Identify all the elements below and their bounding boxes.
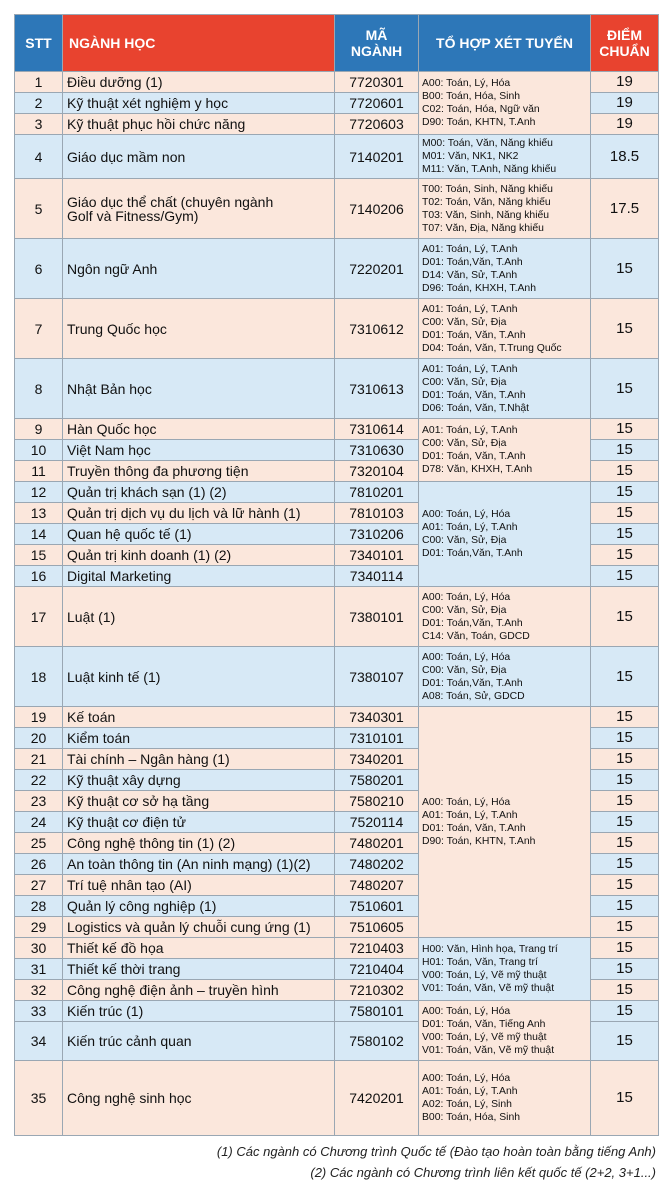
row-stt: 26 (15, 854, 63, 875)
combo-line: C02: Toán, Hóa, Ngữ văn (422, 104, 540, 115)
row-code: 7310614 (335, 419, 419, 440)
combo-line: A01: Toán, Lý, T.Anh (422, 243, 518, 255)
table-header (15, 15, 659, 72)
row-score: 15 (591, 791, 659, 812)
row-score: 15 (591, 239, 659, 299)
row-score: 18.5 (591, 135, 659, 179)
row-combo (419, 135, 591, 179)
row-code: 7480207 (335, 875, 419, 896)
major-name: Quản lý công nghiệp (1) (67, 898, 217, 914)
row-code: 7580201 (335, 770, 419, 791)
major-name: Luật (1) (67, 608, 116, 625)
row-major (63, 299, 335, 359)
row-stt: 17 (15, 587, 63, 647)
row-major (63, 854, 335, 875)
row-major (63, 179, 335, 239)
row-code: 7580210 (335, 791, 419, 812)
table-row (15, 239, 659, 299)
row-major (63, 728, 335, 749)
combo-line: D06: Toán, Văn, T.Nhật (422, 402, 530, 414)
table-row (15, 707, 659, 728)
row-code: 7140206 (335, 179, 419, 239)
major-name: Kiểm toán (67, 730, 131, 746)
row-score: 15 (591, 1022, 659, 1061)
row-major (63, 1001, 335, 1022)
row-major (63, 875, 335, 896)
major-name: Trung Quốc học (67, 320, 167, 337)
combo-line: A00: Toán, Lý, Hóa (422, 509, 511, 520)
major-name: Quản trị kinh doanh (1) (2) (67, 547, 232, 563)
combo-line: A01: Toán, Lý, T.Anh (422, 1086, 518, 1097)
combo-line: V00: Toán, Lý, Vẽ mỹ thuật (422, 1031, 547, 1043)
row-code: 7210404 (335, 959, 419, 980)
row-stt: 33 (15, 1001, 63, 1022)
row-stt: 4 (15, 135, 63, 179)
combo-line: D90: Toán, KHTN, T.Anh (422, 117, 536, 128)
combo-line: B00: Toán, Hóa, Sinh (422, 1112, 521, 1123)
major-name: Quan hệ quốc tế (1) (67, 526, 192, 542)
combo-line: M11: Văn, T.Anh, Năng khiếu (422, 164, 557, 175)
major-name: Digital Marketing (67, 568, 172, 584)
row-stt: 23 (15, 791, 63, 812)
row-score: 15 (591, 482, 659, 503)
row-major (63, 239, 335, 299)
row-code: 7480201 (335, 833, 419, 854)
row-code: 7510605 (335, 917, 419, 938)
admission-score-table (14, 14, 659, 1136)
row-code: 7720601 (335, 93, 419, 114)
row-combo (419, 707, 591, 938)
combo-line: T02: Toán, Văn, Năng khiếu (422, 196, 551, 208)
table-row (15, 299, 659, 359)
combo-line: A00: Toán, Lý, Hóa (422, 1073, 511, 1084)
table-row (15, 359, 659, 419)
major-name: Tài chính – Ngân hàng (1) (67, 751, 230, 767)
combo-line: A01: Toán, Lý, T.Anh (422, 810, 518, 821)
row-code: 7310101 (335, 728, 419, 749)
row-score: 15 (591, 587, 659, 647)
row-major (63, 938, 335, 959)
row-code: 7580101 (335, 1001, 419, 1022)
row-major (63, 749, 335, 770)
row-stt: 5 (15, 179, 63, 239)
row-score: 15 (591, 980, 659, 1001)
header-score-line2: CHUẨN (599, 43, 650, 59)
row-combo (419, 938, 591, 1001)
row-code: 7340101 (335, 545, 419, 566)
row-combo (419, 299, 591, 359)
major-name: Quản trị khách sạn (1) (2) (67, 484, 227, 500)
admission-score-table-container (14, 14, 658, 1136)
row-code: 7310630 (335, 440, 419, 461)
row-code: 7380101 (335, 587, 419, 647)
combo-line: A02: Toán, Lý, Sinh (422, 1099, 512, 1110)
row-score: 15 (591, 938, 659, 959)
row-code: 7420201 (335, 1061, 419, 1136)
row-stt: 6 (15, 239, 63, 299)
row-score: 15 (591, 1001, 659, 1022)
row-stt: 18 (15, 647, 63, 707)
table-row (15, 647, 659, 707)
combo-line: D90: Toán, KHTN, T.Anh (422, 836, 536, 847)
row-code: 7210403 (335, 938, 419, 959)
row-major (63, 707, 335, 728)
row-stt: 22 (15, 770, 63, 791)
major-name: Ngôn ngữ Anh (67, 260, 158, 277)
combo-line: A00: Toán, Lý, Hóa (422, 78, 511, 89)
row-major (63, 461, 335, 482)
row-code: 7510601 (335, 896, 419, 917)
row-code: 7210302 (335, 980, 419, 1001)
row-stt: 12 (15, 482, 63, 503)
header-combo: TỔ HỢP XÉT TUYỂN (419, 15, 591, 72)
row-stt: 16 (15, 566, 63, 587)
row-code: 7310612 (335, 299, 419, 359)
row-score: 15 (591, 812, 659, 833)
row-major (63, 566, 335, 587)
row-code: 7220201 (335, 239, 419, 299)
header-code (335, 15, 419, 72)
combo-line: A00: Toán, Lý, Hóa (422, 797, 511, 808)
row-combo (419, 482, 591, 587)
row-combo (419, 647, 591, 707)
row-major (63, 1022, 335, 1061)
row-stt: 14 (15, 524, 63, 545)
row-stt: 34 (15, 1022, 63, 1061)
major-name: Kế toán (67, 709, 116, 725)
row-combo (419, 239, 591, 299)
row-score: 15 (591, 419, 659, 440)
row-stt: 32 (15, 980, 63, 1001)
header-major: NGÀNH HỌC (63, 15, 335, 72)
combo-line: B00: Toán, Hóa, Sinh (422, 91, 521, 102)
combo-line: A08: Toán, Sử, GDCD (422, 690, 525, 702)
table-row (15, 587, 659, 647)
combo-line: D14: Văn, Sử, T.Anh (422, 269, 518, 281)
combo-line: H00: Văn, Hình họa, Trang trí (422, 944, 558, 955)
row-stt: 13 (15, 503, 63, 524)
combo-line: V01: Toán, Văn, Vẽ mỹ thuật (422, 983, 555, 994)
footnote-2: (2) Các ngành có Chương trình liên kết quốc tế (2+2, 3+1...) (310, 1165, 656, 1180)
row-stt: 9 (15, 419, 63, 440)
major-name: Kỹ thuật cơ sở hạ tầng (67, 793, 210, 809)
combo-line: H01: Toán, Văn, Trang trí (422, 957, 538, 968)
row-major (63, 647, 335, 707)
combo-line: D01: Toán,Văn, T.Anh (422, 548, 523, 559)
row-score: 15 (591, 875, 659, 896)
major-name: Giáo dục mầm non (67, 148, 186, 165)
row-score: 15 (591, 647, 659, 707)
row-major (63, 135, 335, 179)
row-score: 15 (591, 440, 659, 461)
combo-line: V00: Toán, Lý, Vẽ mỹ thuật (422, 970, 547, 981)
row-score: 17.5 (591, 179, 659, 239)
row-stt: 27 (15, 875, 63, 896)
combo-line: D96: Toán, KHXH, T.Anh (422, 282, 536, 294)
row-combo (419, 1061, 591, 1136)
row-score: 15 (591, 503, 659, 524)
table-row (15, 419, 659, 440)
row-code: 7480202 (335, 854, 419, 875)
row-major (63, 482, 335, 503)
row-code: 7810201 (335, 482, 419, 503)
row-major (63, 770, 335, 791)
combo-line: A01: Toán, Lý, T.Anh (422, 425, 518, 436)
major-name: Nhật Bản học (67, 380, 152, 397)
row-stt: 1 (15, 72, 63, 93)
row-score: 15 (591, 959, 659, 980)
row-score: 15 (591, 854, 659, 875)
combo-line: T03: Văn, Sinh, Năng khiếu (422, 209, 550, 221)
row-stt: 8 (15, 359, 63, 419)
row-stt: 19 (15, 707, 63, 728)
combo-line: C00: Văn, Sử, Địa (422, 604, 507, 616)
row-major (63, 359, 335, 419)
table-row (15, 482, 659, 503)
row-stt: 2 (15, 93, 63, 114)
row-combo (419, 419, 591, 482)
combo-line: D01: Toán, Văn, T.Anh (422, 329, 526, 341)
major-name: Trí tuệ nhân tạo (AI) (67, 877, 192, 893)
row-stt: 29 (15, 917, 63, 938)
combo-line: D01: Toán,Văn, T.Anh (422, 256, 523, 268)
row-combo (419, 72, 591, 135)
row-stt: 15 (15, 545, 63, 566)
row-major (63, 1061, 335, 1136)
footnote-1: (1) Các ngành có Chương trình Quốc tế (Đào tạo hoàn toàn bằng tiếng Anh) (216, 1144, 656, 1159)
major-name: Kỹ thuật cơ điện tử (67, 814, 186, 830)
row-code: 7310613 (335, 359, 419, 419)
table-row (15, 938, 659, 959)
row-code: 7380107 (335, 647, 419, 707)
combo-line: A01: Toán, Lý, T.Anh (422, 303, 518, 315)
row-code: 7310206 (335, 524, 419, 545)
row-major (63, 545, 335, 566)
row-combo (419, 1001, 591, 1061)
major-name: Thiết kế thời trang (67, 961, 181, 977)
combo-line: A00: Toán, Lý, Hóa (422, 1005, 511, 1017)
row-stt: 20 (15, 728, 63, 749)
row-code: 7520114 (335, 812, 419, 833)
row-major (63, 72, 335, 93)
combo-line: D04: Toán, Văn, T.Trung Quốc (422, 342, 562, 354)
row-score: 15 (591, 359, 659, 419)
row-score: 15 (591, 749, 659, 770)
major-name: Công nghệ sinh học (67, 1090, 192, 1106)
row-score: 15 (591, 707, 659, 728)
major-name: Hàn Quốc học (67, 421, 157, 437)
combo-line: C00: Văn, Sử, Địa (422, 535, 507, 546)
row-major (63, 896, 335, 917)
row-combo (419, 359, 591, 419)
row-major (63, 503, 335, 524)
row-combo (419, 587, 591, 647)
major-name: Kỹ thuật xây dựng (67, 772, 181, 788)
combo-line: C14: Văn, Toán, GDCD (422, 630, 530, 642)
header-stt: STT (15, 15, 63, 72)
row-major (63, 440, 335, 461)
major-name: Việt Nam học (67, 442, 151, 458)
row-code: 7720603 (335, 114, 419, 135)
header-code-line1: MÃ (365, 27, 388, 43)
row-code: 7580102 (335, 1022, 419, 1061)
row-code: 7340201 (335, 749, 419, 770)
row-score: 19 (591, 114, 659, 135)
row-major (63, 419, 335, 440)
row-score: 19 (591, 72, 659, 93)
row-score: 15 (591, 896, 659, 917)
row-stt: 25 (15, 833, 63, 854)
combo-line: C00: Văn, Sử, Địa (422, 376, 507, 388)
footnotes (217, 1141, 656, 1183)
major-name: Kiến trúc cảnh quan (67, 1033, 192, 1049)
row-score: 15 (591, 1061, 659, 1136)
row-major (63, 93, 335, 114)
row-stt: 7 (15, 299, 63, 359)
row-stt: 30 (15, 938, 63, 959)
combo-line: C00: Văn, Sử, Địa (422, 316, 507, 328)
table-body (15, 72, 659, 1136)
header-score (591, 15, 659, 72)
combo-line: V01: Toán, Văn, Vẽ mỹ thuật (422, 1044, 555, 1056)
row-code: 7340301 (335, 707, 419, 728)
combo-line: D01: Toán,Văn, T.Anh (422, 677, 523, 689)
major-name: Truyền thông đa phương tiện (67, 463, 249, 479)
major-name: Luật kinh tế (1) (67, 668, 161, 685)
table-row (15, 1001, 659, 1022)
row-stt: 31 (15, 959, 63, 980)
row-score: 19 (591, 93, 659, 114)
row-score: 15 (591, 728, 659, 749)
table-row (15, 72, 659, 93)
combo-line: D01: Toán, Văn, T.Anh (422, 823, 526, 834)
combo-line: D01: Toán,Văn, T.Anh (422, 617, 523, 629)
row-major (63, 917, 335, 938)
row-score: 15 (591, 770, 659, 791)
major-name: Kiến trúc (1) (67, 1003, 144, 1019)
row-stt: 35 (15, 1061, 63, 1136)
combo-line: D01: Toán, Văn, T.Anh (422, 389, 526, 401)
combo-line: M00: Toán, Văn, Năng khiếu (422, 138, 553, 149)
major-name: Thiết kế đồ họa (67, 940, 164, 956)
major-name: Giáo dục thể chất (chuyên ngành (67, 193, 274, 210)
row-stt: 28 (15, 896, 63, 917)
table-row (15, 1061, 659, 1136)
major-name: Công nghệ điện ảnh – truyền hình (67, 982, 279, 998)
row-stt: 10 (15, 440, 63, 461)
row-score: 15 (591, 461, 659, 482)
row-major (63, 812, 335, 833)
row-score: 15 (591, 833, 659, 854)
row-major (63, 524, 335, 545)
major-name: Điều dưỡng (1) (67, 74, 163, 90)
row-score: 15 (591, 299, 659, 359)
row-code: 7320104 (335, 461, 419, 482)
combo-line: C00: Văn, Sử, Địa (422, 438, 507, 449)
row-major (63, 114, 335, 135)
row-score: 15 (591, 545, 659, 566)
row-score: 15 (591, 524, 659, 545)
row-major (63, 980, 335, 1001)
major-name: Kỹ thuật phục hồi chức năng (67, 116, 246, 132)
major-name: Kỹ thuật xét nghiệm y học (67, 95, 229, 111)
combo-line: T07: Văn, Địa, Năng khiếu (422, 222, 544, 234)
combo-line: A00: Toán, Lý, Hóa (422, 651, 511, 663)
combo-line: D01: Toán, Văn, Tiếng Anh (422, 1018, 546, 1030)
row-stt: 21 (15, 749, 63, 770)
combo-line: T00: Toán, Sinh, Năng khiếu (422, 183, 553, 195)
row-major (63, 959, 335, 980)
row-score: 15 (591, 917, 659, 938)
row-combo (419, 179, 591, 239)
combo-line: D78: Văn, KHXH, T.Anh (422, 464, 533, 475)
row-code: 7140201 (335, 135, 419, 179)
major-name: Quản trị dịch vụ du lịch và lữ hành (1) (67, 505, 301, 521)
header-score-line1: ĐIỂM (607, 27, 642, 43)
row-stt: 24 (15, 812, 63, 833)
header-code-line2: NGÀNH (350, 43, 403, 59)
major-name-cont: Golf và Fitness/Gym) (67, 207, 199, 224)
table-row (15, 179, 659, 239)
combo-line: C00: Văn, Sử, Địa (422, 664, 507, 676)
row-major (63, 833, 335, 854)
combo-line: M01: Văn, NK1, NK2 (422, 151, 519, 162)
major-name: Công nghệ thông tin (1) (2) (67, 835, 236, 851)
row-major (63, 791, 335, 812)
row-major (63, 587, 335, 647)
row-code: 7340114 (335, 566, 419, 587)
row-code: 7810103 (335, 503, 419, 524)
table-row (15, 135, 659, 179)
combo-line: D01: Toán, Văn, T.Anh (422, 451, 526, 462)
combo-line: A01: Toán, Lý, T.Anh (422, 363, 518, 375)
row-stt: 3 (15, 114, 63, 135)
row-stt: 11 (15, 461, 63, 482)
combo-line: A01: Toán, Lý, T.Anh (422, 522, 518, 533)
row-code: 7720301 (335, 72, 419, 93)
major-name: Logistics và quản lý chuỗi cung ứng (1) (67, 919, 311, 935)
major-name: An toàn thông tin (An ninh mạng) (1)(2) (67, 856, 311, 872)
row-score: 15 (591, 566, 659, 587)
combo-line: A00: Toán, Lý, Hóa (422, 591, 511, 603)
